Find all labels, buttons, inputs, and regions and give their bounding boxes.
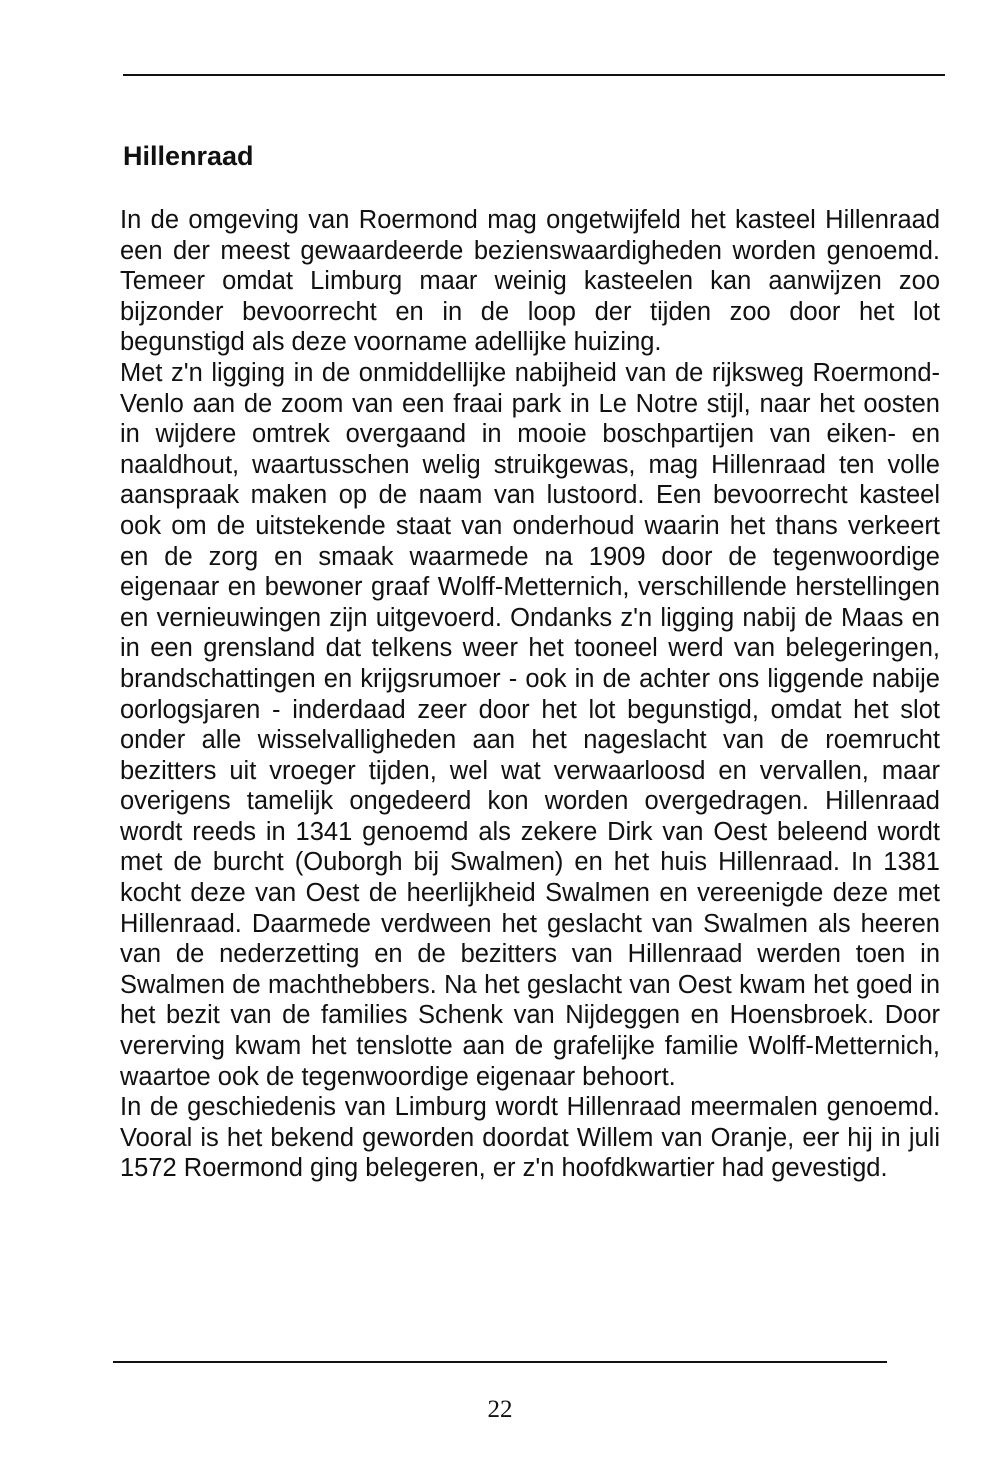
page-title: Hillenraad [123, 141, 254, 171]
page-number: 22 [487, 1396, 513, 1423]
paragraph-intro: In de omgeving van Roermond mag ongetwijfeld het kasteel Hillenraad een der meest gewaardeerde bezienswaardigheden worden genoemd. Temeer omdat Limburg maar weinig kasteelen kan aanwijzen zoo bijzonder bevoorrecht en in de loop der tijden zoo door het lot begunstigd als deze voorname adellijke huizing. [120, 206, 940, 357]
bottom-rule [113, 1361, 887, 1363]
paragraph-history: Met z'n ligging in de onmiddellijke nabijheid van de rijksweg Roermond-Venlo aan de zoom van een fraai park in Le Notre stijl, naar het oosten in wijdere omtrek overgaand in mooie boschpartijen van eiken- en naaldhout, waartusschen welig struikgewas, mag Hillenraad ten volle aanspraak maken op de naam van lustoord. Een bevoorrecht kasteel ook om de uitstekende staat van onderhoud waarin het thans verkeert en de zorg en smaak waarmede na 1909 door de tegenwoordige eigenaar en bewoner graaf Wolff-Metternich, verschillende herstellingen en vernieuwingen zijn uitgevoerd. Ondanks z'n ligging nabij de Maas en in een grensland dat telkens weer het tooneel werd van belegeringen, brandschattingen en krijgsrumoer - ook in de achter ons liggende nabije oorlogsjaren - inderdaad zeer door het lot begunstigd, omdat het slot onder alle wisselvalligheden aan het nageslacht van de roemrucht bezitters uit vroeger tijden, wel wat verwaarloosd en vervallen, maar overigens tamelijk ongedeerd kon worden overgedragen. Hillenraad wordt reeds in 1341 genoemd als zekere Dirk van Oest beleend wordt met de burcht (Ouborgh bij Swalmen) en het huis Hillenraad. In 1381 kocht deze van Oest de heerlijkheid Swalmen en vereenigde deze met Hillenraad. Daarmede verdween het geslacht van Swalmen als heeren van de nederzetting en de bezitters van Hillenraad werden toen in Swalmen de machthebbers. Na het geslacht van Oest kwam het goed in het bezit van de families Schenk van Nijdeggen en Hoensbroek. Door vererving kwam het tenslotte aan de grafelijke familie Wolff-Metternich, waartoe ook de tegenwoordige eigenaar behoort. [120, 358, 940, 1091]
top-rule [123, 74, 945, 76]
paragraph-oranje: In de geschiedenis van Limburg wordt Hillenraad meermalen genoemd. Vooral is het bekend geworden doordat Willem van Oranje, eer hij in juli 1572 Roermond ging belegeren, er z'n hoofdkwartier had gevestigd. [120, 1093, 940, 1183]
body-text [120, 205, 940, 1184]
